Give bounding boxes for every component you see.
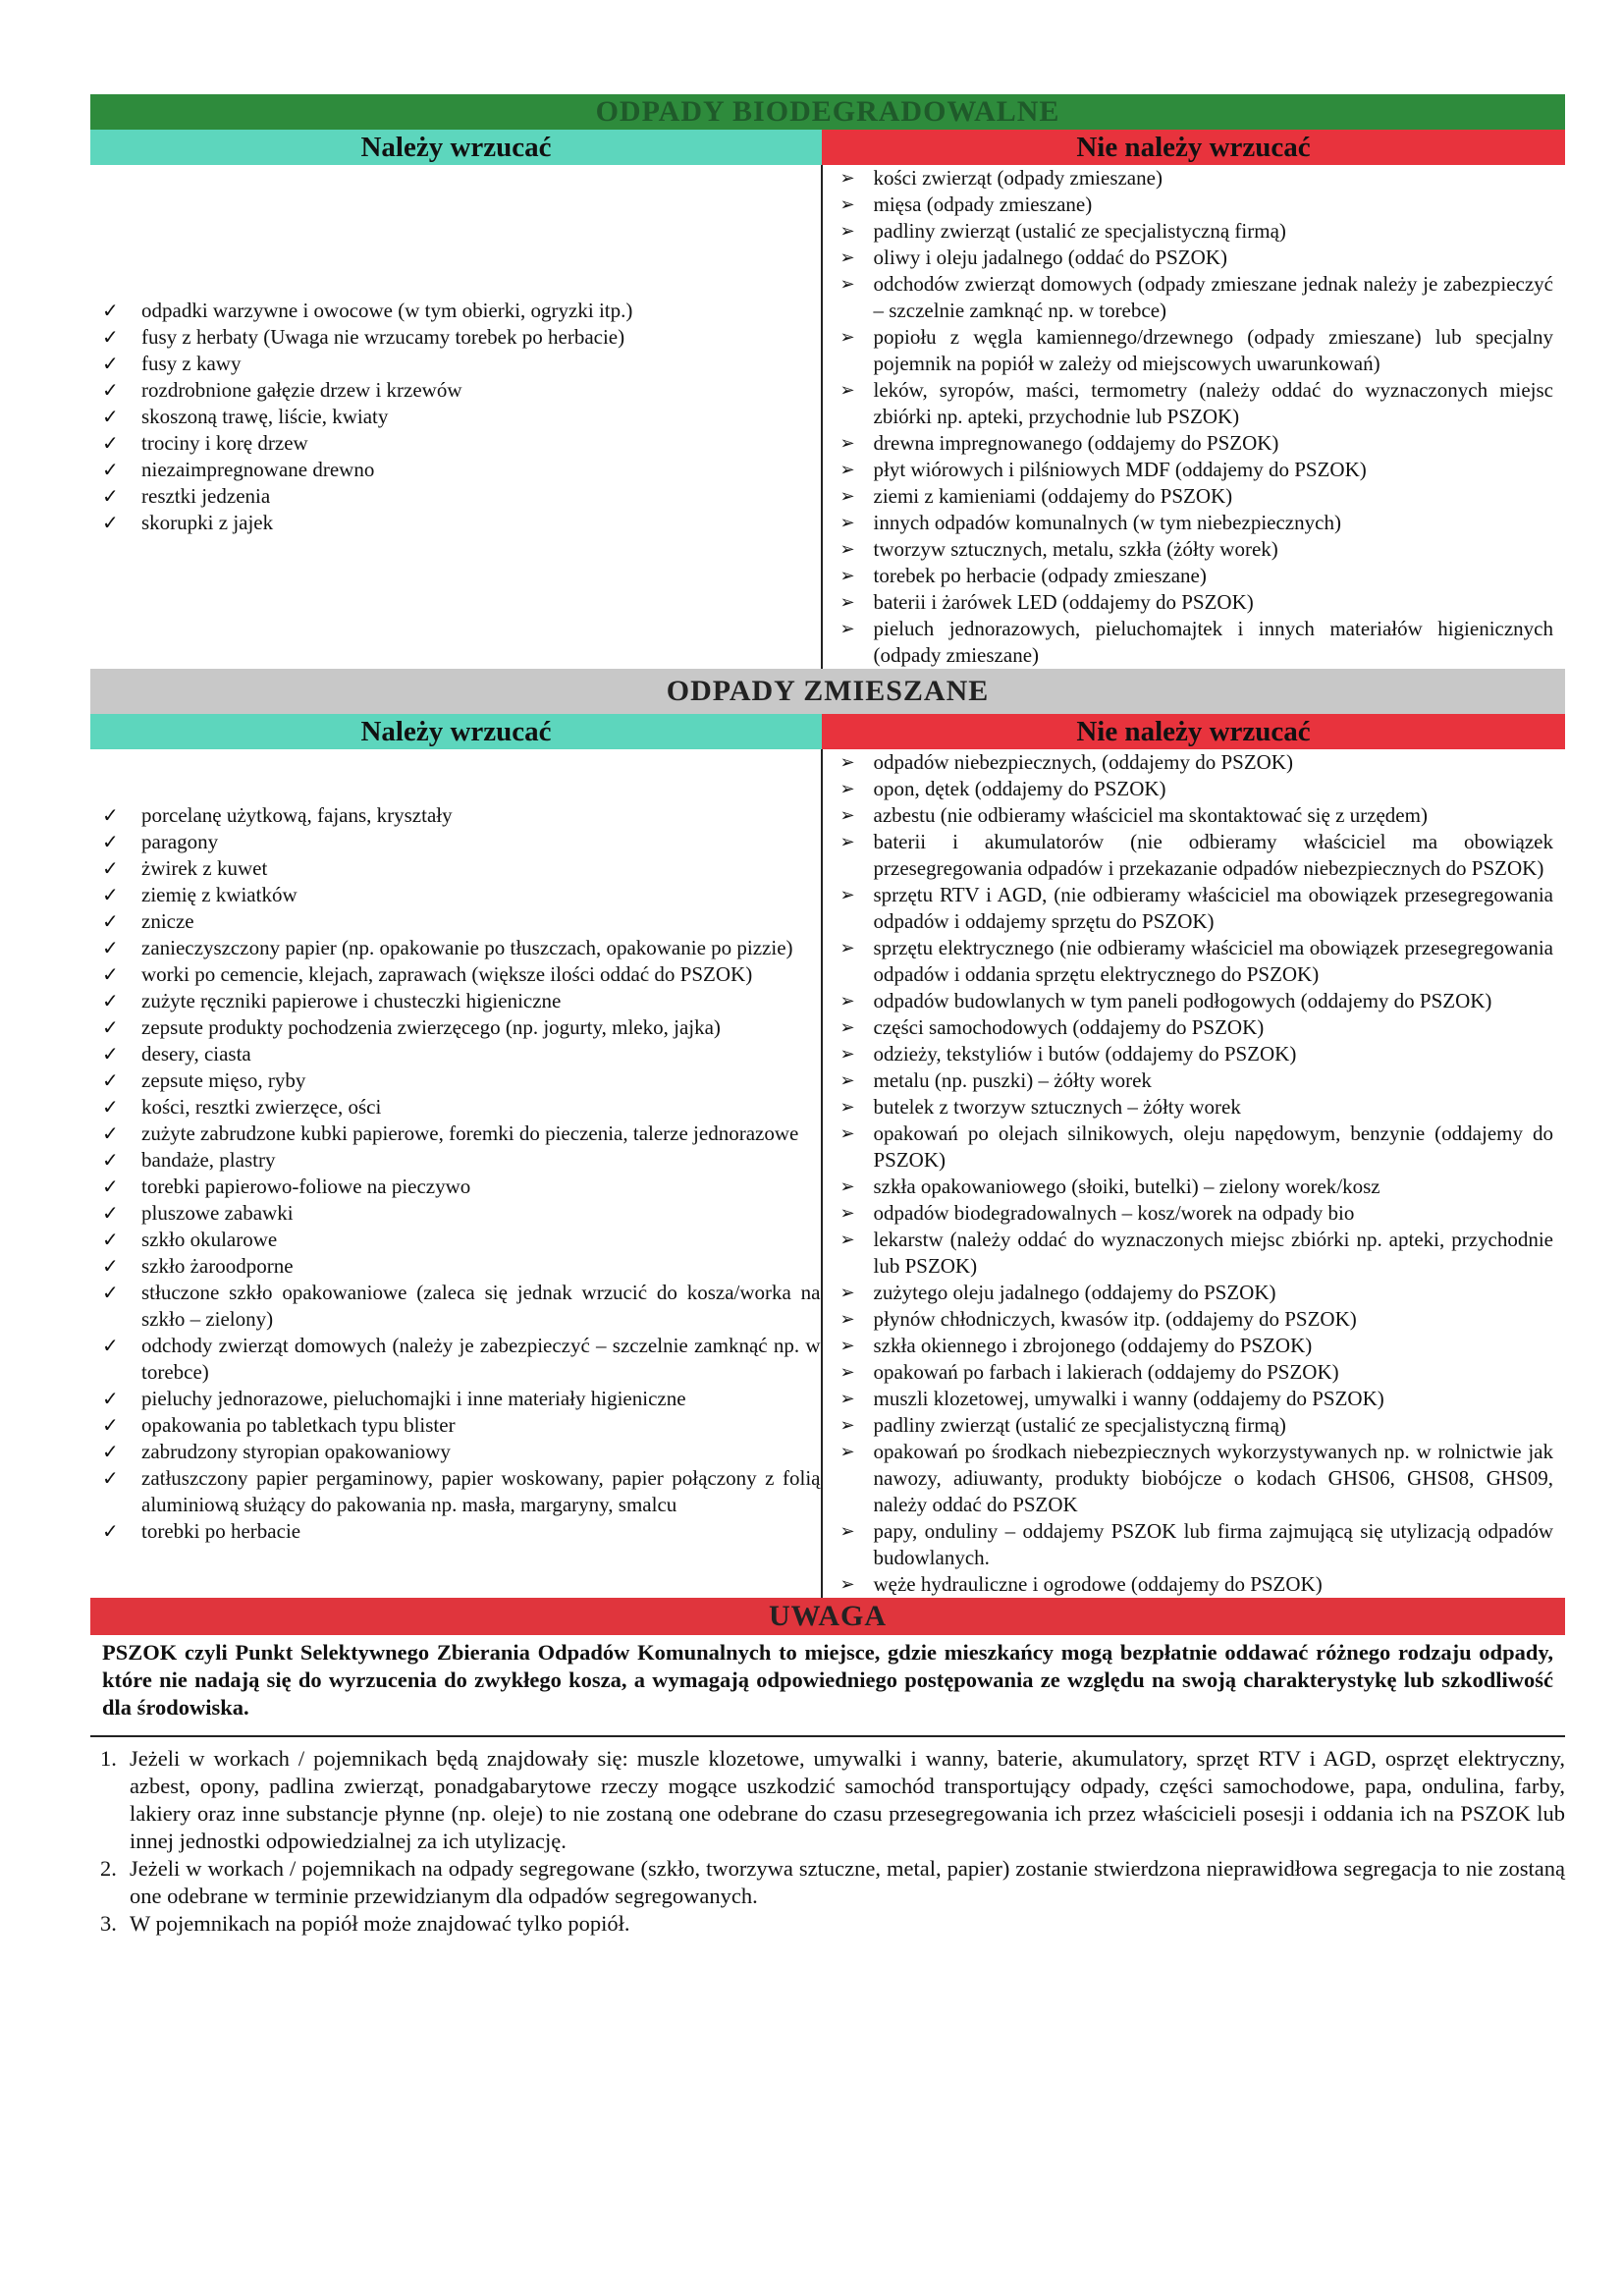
arrow-bullet-icon: ➢ — [839, 1203, 855, 1224]
mixed-yes-item — [90, 961, 821, 988]
note-item — [90, 1855, 1565, 1910]
checkmark-icon: ✓ — [102, 1281, 119, 1304]
divider — [90, 1735, 1565, 1737]
mixed-yes-item — [90, 1014, 821, 1041]
document-page — [90, 94, 1565, 1938]
mixed-yes-item — [90, 988, 821, 1014]
checkmark-icon: ✓ — [102, 484, 119, 508]
list-item-text: odchodów zwierząt domowych (odpady zmieszane jednak należy je zabezpieczyć – szczelnie zamknąć np. w torebce) — [873, 272, 1553, 322]
list-item-text: płyt wiórowych i pilśniowych MDF (oddajemy do PSZOK) — [873, 458, 1367, 481]
checkmark-icon: ✓ — [102, 803, 119, 827]
arrow-bullet-icon: ➢ — [839, 885, 855, 905]
mixed-yes-item — [90, 935, 821, 961]
mixed-yes-item — [90, 1333, 821, 1386]
list-item-text: szkło okularowe — [141, 1228, 278, 1251]
list-item-text: zużytego oleju jadalnego (oddajemy do PSZOK) — [873, 1281, 1276, 1304]
arrow-bullet-icon: ➢ — [839, 1283, 855, 1303]
list-item-text: żwirek z kuwet — [141, 856, 268, 880]
checkmark-icon: ✓ — [102, 1387, 119, 1410]
list-item-text: opakowań po olejach silnikowych, oleju napędowym, benzynie (oddajemy do PSZOK) — [873, 1121, 1553, 1172]
arrow-bullet-icon: ➢ — [839, 779, 855, 799]
mixed-yes-item — [90, 882, 821, 908]
arrow-bullet-icon: ➢ — [839, 380, 855, 401]
arrow-bullet-icon: ➢ — [839, 1123, 855, 1144]
list-item-text: metalu (np. puszki) – żółty worek — [873, 1068, 1152, 1092]
list-item-text: odpadki warzywne i owocowe (w tym obierki, ogryzki itp.) — [141, 299, 633, 322]
bio-head-yes: Należy wrzucać — [90, 130, 822, 165]
mixed-yes-column — [90, 749, 823, 1598]
bio-headers — [90, 130, 1565, 165]
mixed-yes-item — [90, 1465, 821, 1518]
list-item-text: zużyte zabrudzone kubki papierowe, foremki do pieczenia, talerze jednorazowe — [141, 1121, 799, 1145]
arrow-bullet-icon: ➢ — [839, 168, 855, 189]
mixed-yes-item — [90, 1147, 821, 1174]
list-item-text: opakowania po tabletkach typu blister — [141, 1413, 456, 1437]
list-item-text: opakowań po środkach niebezpiecznych wykorzystywanych np. w rolnictwie jak nawozy, adiuwanty, produkty biobójcze o kodach GHS06, GHS08, GHS09, należy oddać do PSZOK — [873, 1440, 1553, 1516]
checkmark-icon: ✓ — [102, 909, 119, 933]
checkmark-icon: ✓ — [102, 856, 119, 880]
mixed-yes-item — [90, 1227, 821, 1253]
arrow-bullet-icon: ➢ — [839, 566, 855, 586]
arrow-bullet-icon: ➢ — [839, 486, 855, 507]
bio-yes-item — [90, 483, 821, 510]
arrow-bullet-icon: ➢ — [839, 1017, 855, 1038]
checkmark-icon: ✓ — [102, 1440, 119, 1463]
arrow-bullet-icon: ➢ — [839, 991, 855, 1011]
mixed-no-item — [823, 1227, 1566, 1280]
mixed-yes-item — [90, 1041, 821, 1067]
checkmark-icon: ✓ — [102, 1334, 119, 1357]
list-item-text: porcelanę użytkową, fajans, kryształy — [141, 803, 453, 827]
arrow-bullet-icon: ➢ — [839, 1389, 855, 1409]
checkmark-icon: ✓ — [102, 299, 119, 322]
bio-yes-item — [90, 324, 821, 351]
mixed-no-item — [823, 1200, 1566, 1227]
list-item-text: azbestu (nie odbieramy właściciel ma skontaktować się z urzędem) — [873, 803, 1428, 827]
list-item-text: pluszowe zabawki — [141, 1201, 294, 1225]
checkmark-icon: ✓ — [102, 1466, 119, 1490]
uwaga-text: PSZOK czyli Punkt Selektywnego Zbierania Odpadów Komunalnych to miejsce, gdzie mieszkańcy mogą bezpłatnie oddawać różnego rodzaju odpady, które nie nadają się do wyrzucenia do zwykłego kosza, a wymagają odpowiedniego postępowania ze względu na swoją charakterystykę lub szkodliwość dla środowiska. — [102, 1640, 1553, 1720]
list-item-text: fusy z herbaty (Uwaga nie wrzucamy torebek po herbacie) — [141, 325, 625, 349]
list-item-text: zużyte ręczniki papierowe i chusteczki higieniczne — [141, 989, 562, 1012]
mixed-no-item — [823, 1412, 1566, 1439]
list-item-text: papy, onduliny – oddajemy PSZOK lub firma zajmującą się utylizacją odpadów budowlanych. — [873, 1519, 1553, 1569]
list-item-text: butelek z tworzyw sztucznych – żółty worek — [873, 1095, 1241, 1119]
mixed-yes-item — [90, 908, 821, 935]
note-item — [90, 1745, 1565, 1855]
list-item-text: niezaimpregnowane drewno — [141, 458, 375, 481]
list-item-text: ziemię z kwiatków — [141, 883, 298, 906]
list-item-text: pieluchy jednorazowe, pieluchomajki i inne materiały higieniczne — [141, 1387, 686, 1410]
list-item-text: baterii i akumulatorów (nie odbieramy właściciel ma obowiązek przesegregowania odpadów i przekazanie odpadów niebezpiecznych do PSZOK) — [873, 830, 1553, 880]
list-item-text: worki po cemencie, klejach, zaprawach (większe ilości oddać do PSZOK) — [141, 962, 753, 986]
arrow-bullet-icon: ➢ — [839, 752, 855, 773]
list-item-text: odchody zwierząt domowych (należy je zabezpieczyć – szczelnie zamknąć np. w torebce) — [141, 1334, 821, 1384]
arrow-bullet-icon: ➢ — [839, 619, 855, 639]
checkmark-icon: ✓ — [102, 989, 119, 1012]
mixed-no-item — [823, 1333, 1566, 1359]
mixed-yes-item — [90, 1200, 821, 1227]
checkmark-icon: ✓ — [102, 1254, 119, 1278]
list-item-text: mięsa (odpady zmieszane) — [873, 192, 1093, 216]
arrow-bullet-icon: ➢ — [839, 1336, 855, 1356]
mixed-no-item — [823, 1386, 1566, 1412]
mixed-no-item — [823, 1518, 1566, 1571]
arrow-bullet-icon: ➢ — [839, 194, 855, 215]
notes-list — [90, 1745, 1565, 1938]
list-item-text: torebek po herbacie (odpady zmieszane) — [873, 564, 1207, 587]
arrow-bullet-icon: ➢ — [839, 938, 855, 958]
bio-no-list — [823, 165, 1566, 669]
bio-head-no: Nie należy wrzucać — [822, 130, 1565, 165]
list-item-text: muszli klozetowej, umywalki i wanny (oddajemy do PSZOK) — [873, 1387, 1384, 1410]
checkmark-icon: ✓ — [102, 325, 119, 349]
list-item-text: ziemi z kamieniami (oddajemy do PSZOK) — [873, 484, 1233, 508]
bio-no-item — [823, 616, 1566, 669]
arrow-bullet-icon: ➢ — [839, 221, 855, 242]
list-item-text: odpadów niebezpiecznych, (oddajemy do PSZOK) — [873, 750, 1293, 774]
bio-no-column — [823, 165, 1566, 669]
list-item-text: padliny zwierząt (ustalić ze specjalistyczną firmą) — [873, 1413, 1286, 1437]
mixed-no-item — [823, 1121, 1566, 1174]
bio-yes-column — [90, 165, 823, 669]
list-item-text: odpadów budowlanych w tym paneli podłogowych (oddajemy do PSZOK) — [873, 989, 1492, 1012]
list-item-text: opakowań po farbach i lakierach (oddajemy do PSZOK) — [873, 1360, 1339, 1384]
list-item-text: sprzętu elektrycznego (nie odbieramy właściciel ma obowiązek przesegregowania odpadów i oddania sprzętu elektrycznego do PSZOK) — [873, 936, 1553, 986]
list-item-text: fusy z kawy — [141, 352, 242, 375]
checkmark-icon: ✓ — [102, 1519, 119, 1543]
mixed-yes-item — [90, 1280, 821, 1333]
checkmark-icon: ✓ — [102, 1175, 119, 1198]
mixed-yes-item — [90, 1067, 821, 1094]
list-item-text: lekarstw (należy oddać do wyznaczonych miejsc zbiórki np. apteki, przychodnie lub PSZOK) — [873, 1228, 1553, 1278]
list-item-text: resztki jedzenia — [141, 484, 271, 508]
bio-no-item — [823, 483, 1566, 510]
checkmark-icon: ✓ — [102, 1042, 119, 1066]
mixed-no-item — [823, 1041, 1566, 1067]
mixed-yes-item — [90, 829, 821, 855]
bio-yes-item — [90, 404, 821, 430]
checkmark-icon: ✓ — [102, 1413, 119, 1437]
checkmark-icon: ✓ — [102, 883, 119, 906]
mixed-no-item — [823, 802, 1566, 829]
arrow-bullet-icon: ➢ — [839, 832, 855, 852]
bio-section-title: ODPADY BIODEGRADOWALNE — [90, 94, 1565, 130]
mixed-yes-item — [90, 1412, 821, 1439]
bio-no-item — [823, 324, 1566, 377]
list-item-text: stłuczone szkło opakowaniowe (zaleca się jednak wrzucić do kosza/worka na szkło – zielony) — [141, 1281, 821, 1331]
list-item-text: popiołu z węgla kamiennego/drzewnego (odpady zmieszane) lub specjalny pojemnik na popiół w zależy od miejscowych uwarunkowań) — [873, 325, 1553, 375]
arrow-bullet-icon: ➢ — [839, 805, 855, 826]
note-item — [90, 1910, 1565, 1938]
mixed-yes-item — [90, 1174, 821, 1200]
bio-yes-item — [90, 351, 821, 377]
bio-no-item — [823, 563, 1566, 589]
mixed-no-item — [823, 1306, 1566, 1333]
list-item-text: węże hydrauliczne i ogrodowe (oddajemy do PSZOK) — [873, 1572, 1323, 1596]
bio-no-item — [823, 218, 1566, 245]
mixed-no-item — [823, 776, 1566, 802]
checkmark-icon: ✓ — [102, 1015, 119, 1039]
bio-no-item — [823, 536, 1566, 563]
uwaga-title: UWAGA — [90, 1598, 1565, 1635]
list-item-text: odpadów biodegradowalnych – kosz/worek na odpady bio — [873, 1201, 1355, 1225]
arrow-bullet-icon: ➢ — [839, 1097, 855, 1118]
list-item-text: desery, ciasta — [141, 1042, 251, 1066]
note-number: 1. — [100, 1746, 117, 1771]
list-item-text: pieluch jednorazowych, pieluchomajtek i innych materiałów higienicznych (odpady zmieszane) — [873, 617, 1553, 667]
arrow-bullet-icon: ➢ — [839, 513, 855, 533]
bio-no-item — [823, 589, 1566, 616]
list-item-text: płynów chłodniczych, kwasów itp. (oddajemy do PSZOK) — [873, 1307, 1357, 1331]
bio-no-item — [823, 510, 1566, 536]
list-item-text: kości, resztki zwierzęce, ości — [141, 1095, 382, 1119]
mixed-no-item — [823, 1439, 1566, 1518]
mixed-yes-item — [90, 855, 821, 882]
mixed-yes-item — [90, 802, 821, 829]
arrow-bullet-icon: ➢ — [839, 274, 855, 295]
list-item-text: znicze — [141, 909, 194, 933]
mixed-no-item — [823, 1571, 1566, 1598]
bio-no-item — [823, 191, 1566, 218]
list-item-text: torebki papierowo-foliowe na pieczywo — [141, 1175, 471, 1198]
mixed-yes-item — [90, 1386, 821, 1412]
note-number: 2. — [100, 1856, 117, 1881]
checkmark-icon: ✓ — [102, 962, 119, 986]
list-item-text: padliny zwierząt (ustalić ze specjalistyczną firmą) — [873, 219, 1286, 243]
mixed-no-item — [823, 1014, 1566, 1041]
mixed-yes-item — [90, 1439, 821, 1465]
bio-yes-item — [90, 510, 821, 536]
list-item-text: sprzętu RTV i AGD, (nie odbieramy właściciel ma obowiązek przesegregowania odpadów i oddajemy sprzętu do PSZOK) — [873, 883, 1553, 933]
checkmark-icon: ✓ — [102, 511, 119, 534]
mixed-yes-item — [90, 1253, 821, 1280]
mixed-yes-item — [90, 1121, 821, 1147]
checkmark-icon: ✓ — [102, 1068, 119, 1092]
checkmark-icon: ✓ — [102, 458, 119, 481]
list-item-text: odzieży, tekstyliów i butów (oddajemy do PSZOK) — [873, 1042, 1297, 1066]
mixed-no-item — [823, 1280, 1566, 1306]
list-item-text: szkło żaroodporne — [141, 1254, 294, 1278]
mixed-no-item — [823, 1359, 1566, 1386]
list-item-text: zabrudzony styropian opakowaniowy — [141, 1440, 451, 1463]
mixed-no-column — [823, 749, 1566, 1598]
list-item-text: paragony — [141, 830, 219, 853]
checkmark-icon: ✓ — [102, 378, 119, 402]
mixed-no-item — [823, 749, 1566, 776]
arrow-bullet-icon: ➢ — [839, 1309, 855, 1330]
arrow-bullet-icon: ➢ — [839, 1442, 855, 1462]
mixed-headers — [90, 714, 1565, 749]
list-item-text: skorupki z jajek — [141, 511, 274, 534]
arrow-bullet-icon: ➢ — [839, 1521, 855, 1542]
mixed-no-list — [823, 749, 1566, 1598]
list-item-text: zepsute mięso, ryby — [141, 1068, 306, 1092]
bio-yes-item — [90, 377, 821, 404]
mixed-no-item — [823, 935, 1566, 988]
checkmark-icon: ✓ — [102, 431, 119, 455]
checkmark-icon: ✓ — [102, 1121, 119, 1145]
bio-yes-item — [90, 457, 821, 483]
bio-no-item — [823, 245, 1566, 271]
arrow-bullet-icon: ➢ — [839, 247, 855, 268]
mixed-yes-item — [90, 1094, 821, 1121]
list-item-text: drewna impregnowanego (oddajemy do PSZOK) — [873, 431, 1279, 455]
checkmark-icon: ✓ — [102, 405, 119, 428]
mixed-no-item — [823, 988, 1566, 1014]
bio-yes-item — [90, 430, 821, 457]
checkmark-icon: ✓ — [102, 352, 119, 375]
list-item-text: rozdrobnione gałęzie drzew i krzewów — [141, 378, 462, 402]
list-item-text: zanieczyszczony papier (np. opakowanie po tłuszczach, opakowanie po pizzie) — [141, 936, 793, 959]
mixed-no-item — [823, 829, 1566, 882]
arrow-bullet-icon: ➢ — [839, 592, 855, 613]
mixed-section-title: ODPADY ZMIESZANE — [90, 669, 1565, 714]
bio-no-item — [823, 457, 1566, 483]
arrow-bullet-icon: ➢ — [839, 1574, 855, 1595]
list-item-text: kości zwierząt (odpady zmieszane) — [873, 166, 1163, 190]
mixed-head-yes: Należy wrzucać — [90, 714, 822, 749]
list-item-text: skoszoną trawę, liście, kwiaty — [141, 405, 389, 428]
bio-columns — [90, 165, 1565, 669]
mixed-no-item — [823, 882, 1566, 935]
list-item-text: szkła opakowaniowego (słoiki, butelki) – zielony worek/kosz — [873, 1175, 1380, 1198]
arrow-bullet-icon: ➢ — [839, 460, 855, 480]
note-text: Jeżeli w workach / pojemnikach będą znajdowały się: muszle klozetowe, umywalki i wanny, baterie, akumulatory, sprzęt RTV i AGD, osprzęt elektryczny, azbest, opony, padlina zwierząt, ponadgabarytowe rzeczy mogące uszkodzić samochód transportujący odpady, części samochodowe, papa, ondulina, farby, lakiery oraz inne substancje płynne (np. oleje) to nie zostaną one odebrane do czasu przesegregowania ich przez właścicieli posesji i oddania ich na PSZOK lub innej jednostki odpowiedzialnej za ich utylizację. — [130, 1746, 1565, 1853]
list-item-text: trociny i korę drzew — [141, 431, 308, 455]
arrow-bullet-icon: ➢ — [839, 539, 855, 560]
mixed-head-no: Nie należy wrzucać — [822, 714, 1565, 749]
list-item-text: torebki po herbacie — [141, 1519, 301, 1543]
checkmark-icon: ✓ — [102, 1095, 119, 1119]
list-item-text: bandaże, plastry — [141, 1148, 276, 1172]
list-item-text: innych odpadów komunalnych (w tym niebezpiecznych) — [873, 511, 1341, 534]
note-text: Jeżeli w workach / pojemnikach na odpady segregowane (szkło, tworzywa sztuczne, metal, papier) zostanie stwierdzona nieprawidłowa segregacja to nie zostaną one odebrane w terminie przewidzianym dla odpadów segregowanych. — [130, 1856, 1565, 1908]
checkmark-icon: ✓ — [102, 830, 119, 853]
list-item-text: zepsute produkty pochodzenia zwierzęcego (np. jogurty, mleko, jajka) — [141, 1015, 721, 1039]
arrow-bullet-icon: ➢ — [839, 327, 855, 348]
bio-yes-item — [90, 298, 821, 324]
checkmark-icon: ✓ — [102, 1148, 119, 1172]
arrow-bullet-icon: ➢ — [839, 1362, 855, 1383]
mixed-columns — [90, 749, 1565, 1598]
arrow-bullet-icon: ➢ — [839, 1415, 855, 1436]
list-item-text: tworzyw sztucznych, metalu, szkła (żółty worek) — [873, 537, 1278, 561]
list-item-text: zatłuszczony papier pergaminowy, papier woskowany, papier połączony z folią aluminiową służący do pakowania np. masła, margaryny, smalcu — [141, 1466, 821, 1516]
bio-yes-list — [90, 298, 821, 536]
list-item-text: opon, dętek (oddajemy do PSZOK) — [873, 777, 1166, 800]
checkmark-icon: ✓ — [102, 1228, 119, 1251]
arrow-bullet-icon: ➢ — [839, 1044, 855, 1065]
note-text: W pojemnikach na popiół może znajdować tylko popiół. — [130, 1911, 630, 1936]
arrow-bullet-icon: ➢ — [839, 1176, 855, 1197]
list-item-text: szkła okiennego i zbrojonego (oddajemy do PSZOK) — [873, 1334, 1313, 1357]
mixed-no-item — [823, 1174, 1566, 1200]
list-item-text: części samochodowych (oddajemy do PSZOK) — [873, 1015, 1265, 1039]
bio-no-item — [823, 271, 1566, 324]
bio-no-item — [823, 430, 1566, 457]
bio-no-item — [823, 165, 1566, 191]
arrow-bullet-icon: ➢ — [839, 433, 855, 454]
mixed-no-item — [823, 1094, 1566, 1121]
arrow-bullet-icon: ➢ — [839, 1230, 855, 1250]
list-item-text: oliwy i oleju jadalnego (oddać do PSZOK) — [873, 246, 1227, 269]
list-item-text: leków, syropów, maści, termometry (należy oddać do wyznaczonych miejsc zbiórki np. apteki, przychodnie lub PSZOK) — [873, 378, 1553, 428]
list-item-text: baterii i żarówek LED (oddajemy do PSZOK) — [873, 590, 1254, 614]
mixed-yes-list — [90, 802, 821, 1545]
bio-no-item — [823, 377, 1566, 430]
arrow-bullet-icon: ➢ — [839, 1070, 855, 1091]
checkmark-icon: ✓ — [102, 936, 119, 959]
mixed-no-item — [823, 1067, 1566, 1094]
mixed-yes-item — [90, 1518, 821, 1545]
note-number: 3. — [100, 1911, 117, 1936]
checkmark-icon: ✓ — [102, 1201, 119, 1225]
